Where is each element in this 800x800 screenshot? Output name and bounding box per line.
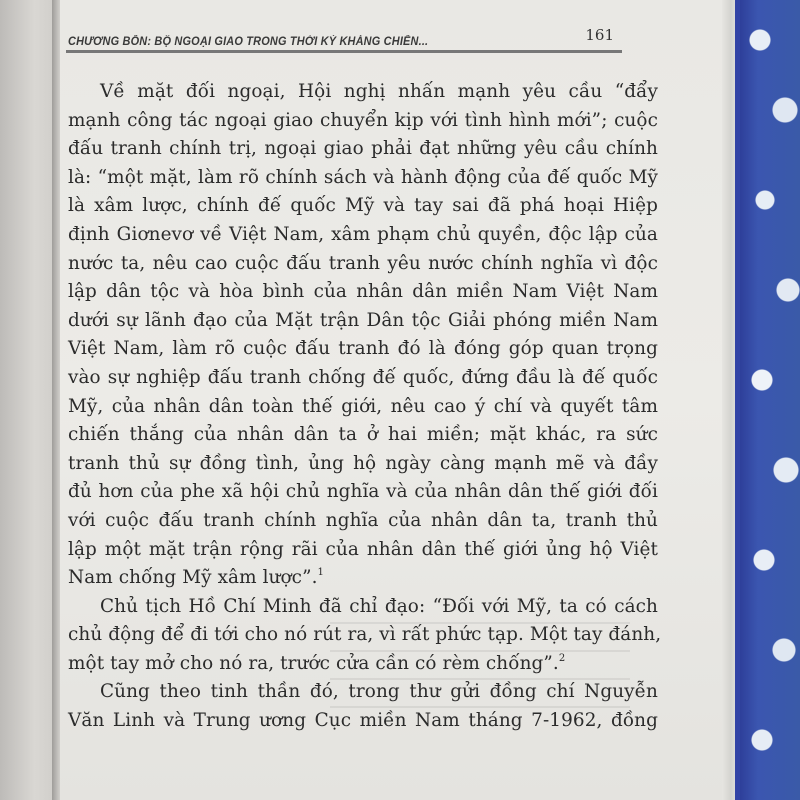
line-text: Cũng theo tinh thần đó, trong thư gửi đồng chí Nguyễn [100,681,658,703]
text-line [68,192,658,221]
text-line [68,536,658,565]
text-line [68,421,658,450]
paragraph-2 [68,593,662,679]
line-text: tranh thủ sự đồng tình, ủng hộ ngày càng mạnh mẽ và đầy [68,452,658,474]
running-header [66,24,622,53]
line-text: Chủ tịch Hồ Chí Minh đã chỉ đạo: “Đối với Mỹ, ta có cách [100,595,658,617]
footnote-reference: 2 [558,652,566,664]
line-text: Nam chống Mỹ xâm lược”. [68,567,318,589]
text-line [68,450,658,479]
text-line [68,564,658,593]
line-text: định Giơnevơ về Việt Nam, xâm phạm chủ quyền, độc lập của [68,223,658,245]
text-line [68,621,662,650]
text-line [68,650,658,679]
line-text: mạnh công tác ngoại giao chuyển kịp với tình hình mới”; cuộc [68,109,658,131]
paragraph-1 [68,78,658,593]
text-line [68,593,658,622]
text-line [68,335,658,364]
text-line [68,507,658,536]
text-line [68,221,658,250]
line-text: nước ta, nêu cao cuộc đấu tranh yêu nước chính nghĩa vì độc [68,252,658,274]
line-text: vào sự nghiệp đấu tranh chống đế quốc, đứng đầu là đế quốc [68,366,658,388]
patterned-fabric-background [740,0,800,800]
line-text: một tay mở cho nó ra, trước cửa cần có rèm chống”. [68,652,559,674]
line-text: là xâm lược, chính đế quốc Mỹ và tay sai đã phá hoại Hiệp [68,195,658,217]
line-text: lập một mặt trận rộng rãi của nhân dân thế giới ủng hộ Việt [68,538,658,560]
text-line [68,78,658,107]
text-line [68,135,658,164]
text-line [68,393,658,422]
previous-page-edge [0,0,58,800]
line-text: là: “một mặt, làm rõ chính sách và hành động của đế quốc Mỹ [68,166,658,188]
text-line [68,164,658,193]
line-text: dưới sự lãnh đạo của Mặt trận Dân tộc Giải phóng miền Nam [68,309,658,331]
text-line [68,364,658,393]
page-number: 161 [585,26,614,44]
line-text: Mỹ, của nhân dân toàn thế giới, nêu cao ý chí và quyết tâm [68,395,658,417]
text-line [68,678,658,707]
chapter-title: CHƯƠNG BỐN: BỘ NGOẠI GIAO TRONG THỜI KỲ KHÁNG CHIẾN... [68,36,429,48]
text-line [68,307,658,336]
text-line [68,478,658,507]
text-line [68,707,658,736]
body-text [68,78,662,736]
line-text: chủ động để đi tới cho nó rút ra, vì rất phức tạp. Một tay đánh, [68,624,662,646]
line-text: đủ hơn của phe xã hội chủ nghĩa và của nhân dân thế giới đối [68,481,658,503]
text-line [68,278,658,307]
text-line [68,250,658,279]
line-text: Văn Linh và Trung ương Cục miền Nam tháng 7-1962, đồng [68,710,658,732]
line-text: lập dân tộc và hòa bình của nhân dân miền Nam Việt Nam [68,281,658,303]
footnote-reference: 1 [317,567,325,579]
text-line [68,107,658,136]
line-text: Về mặt đối ngoại, Hội nghị nhấn mạnh yêu cầu “đẩy [100,81,658,102]
paragraph-3 [68,678,658,735]
line-text: chiến thắng của nhân dân ta ở hai miền; mặt khác, ra sức [68,424,658,446]
line-text: Việt Nam, làm rõ cuộc đấu tranh đó là đóng góp quan trọng [68,338,658,360]
line-text: đấu tranh chính trị, ngoại giao phải đạt những yêu cầu chính [68,138,658,160]
line-text: với cuộc đấu tranh chính nghĩa của nhân dân ta, tranh thủ [68,509,658,531]
